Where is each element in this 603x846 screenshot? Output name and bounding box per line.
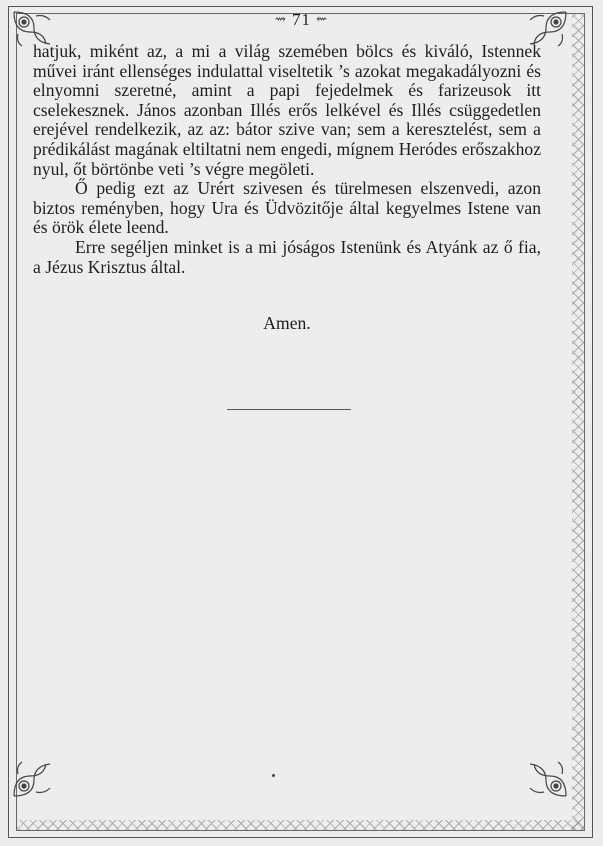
paragraph-2: Ő pedig ezt az Urért szivesen és türelmesen elszenvedi, azon biztos reményben, hogy Ura és Üdvözitője által kegyelmes Istene van és örök élete leend. (33, 178, 541, 238)
page-header (0, 10, 603, 30)
stray-ink-dot (272, 774, 275, 777)
page-number: 71 (292, 10, 311, 29)
left-header-ornament: ⇝ (274, 11, 287, 26)
paragraph-1: hatjuk, miként az, a mi a világ szemében bölcs és kiváló, Istennek művei iránt ellenséges indulattal viseltetik ’s azokat megakadályozni és elnyomni szeretné, amint a papi fejedelmek és farizeusok itt cselekesznek. János azonban Illés erős lelkével és Illés csüggedetlen erejével rendelkezik, az az: bátor szive van; sem a keresztelést, sem a prédikálást magának eltiltatni nem engedi, mígnem Heródes erőszakhoz nyul, őt börtönbe veti ’s végre megöleti. (33, 41, 541, 179)
closing-amen: Amen. (263, 313, 311, 333)
bottom-left-corner-ornament-icon (10, 760, 58, 800)
bottom-right-corner-ornament-icon (522, 760, 570, 800)
body-text (33, 42, 541, 277)
paragraph-3: Erre segéljen minket is a mi jóságos Istenünk és Atyánk az ő fia, a Jézus Krisztus által. (33, 236, 541, 277)
section-divider-rule (227, 409, 351, 410)
right-lattice-band (572, 13, 585, 831)
right-header-ornament: ⇜ (316, 11, 329, 26)
bottom-lattice-band (16, 820, 585, 831)
